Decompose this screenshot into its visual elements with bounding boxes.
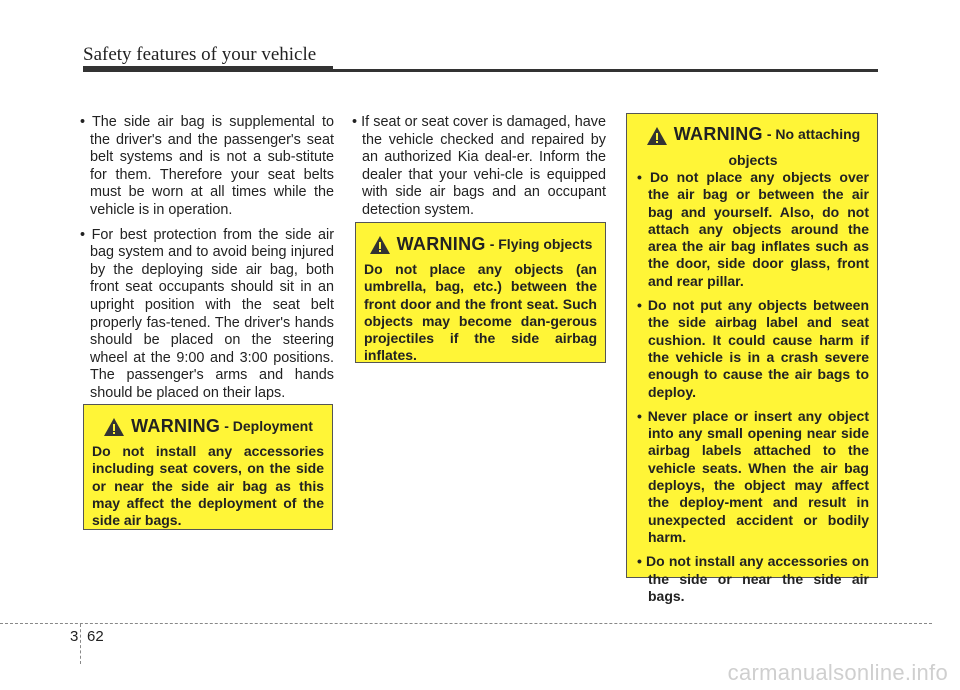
warning-body: Do not install any accessories including seat covers, on the side or near the side air bag as this may affect the deployment of the side air bags. [92, 443, 324, 529]
warning-item: • Do not install any accessories on the side or near the side air bags. [637, 553, 869, 605]
section-title: Safety features of your vehicle [83, 44, 317, 65]
footer-dashed-rule [0, 623, 932, 624]
bullet-item: • The side air bag is supplemental to the driver's and the passenger's seat belt systems and is not a sub-stitute for them. Therefore your seat belts must be worn at all times while the vehicle is in operation. [80, 114, 334, 220]
warning-box-flying-objects [355, 222, 606, 363]
warning-label: WARNING [673, 124, 763, 144]
warning-label: WARNING [131, 416, 221, 437]
column1-bullet-list [80, 114, 334, 410]
warning-item: • Do not put any objects between the side airbag label and seat cushion. It could cause harm if the vehicle is in a crash severe enough to cause the air bags to deploy. [637, 297, 869, 401]
warning-item: • Never place or insert any object into any small opening near side airbag labels attached to the vehicle seats. When the air bag deploys, the object may affect the deploy-ment and result in unexpected accident or bodily harm. [637, 408, 869, 546]
chapter-number: 3 [70, 628, 79, 645]
warning-triangle-icon [103, 417, 125, 437]
header-rule [83, 69, 878, 72]
watermark-text: carmanualsonline.info [727, 660, 948, 685]
warning-box-no-attaching-objects [626, 113, 878, 604]
footer-dashed-divider [80, 624, 81, 664]
warning-triangle-icon [369, 235, 391, 255]
warning-subtitle: - Flying objects [489, 236, 593, 253]
warning-subtitle-continued: objects [728, 152, 778, 168]
warning-header [637, 126, 869, 146]
warning-label: WARNING [396, 234, 486, 255]
warning-subtitle: - No attaching [766, 126, 861, 142]
page-number: 62 [87, 628, 104, 645]
warning-item: • Do not place any objects over the air bag or between the air bag and yourself. Also, do not attach any objects around the area the air bag inflates such as the door, side door glass, front and rear pillar. [637, 169, 869, 290]
bullet-item: • If seat or seat cover is damaged, have the vehicle checked and repaired by an authorized Kia deal-er. Inform the dealer that your vehi-cle is equipped with side air bags and an occupant detection system. [352, 114, 606, 220]
bullet-item: • For best protection from the side air bag system and to avoid being injured by the deploying side air bag, both front seat occupants should sit in an upright position with the seat belt properly fas-tened. The driver's hands should be placed on the steering wheel at the 9:00 and 3:00 positions. The passenger's arms and hands should be placed on their laps. [80, 227, 334, 403]
warning-box-deployment [83, 404, 333, 530]
warning-item-list [637, 169, 869, 605]
warning-subtitle: - Deployment [224, 418, 313, 435]
warning-triangle-icon [646, 126, 668, 146]
warning-header [92, 417, 324, 437]
column2-bullet-list [352, 114, 606, 227]
warning-header [364, 235, 597, 255]
warning-body: Do not place any objects (an umbrella, bag, etc.) between the front door and the front seat. Such objects may become dan-gerous projectiles if the side airbag inflates. [364, 261, 597, 364]
